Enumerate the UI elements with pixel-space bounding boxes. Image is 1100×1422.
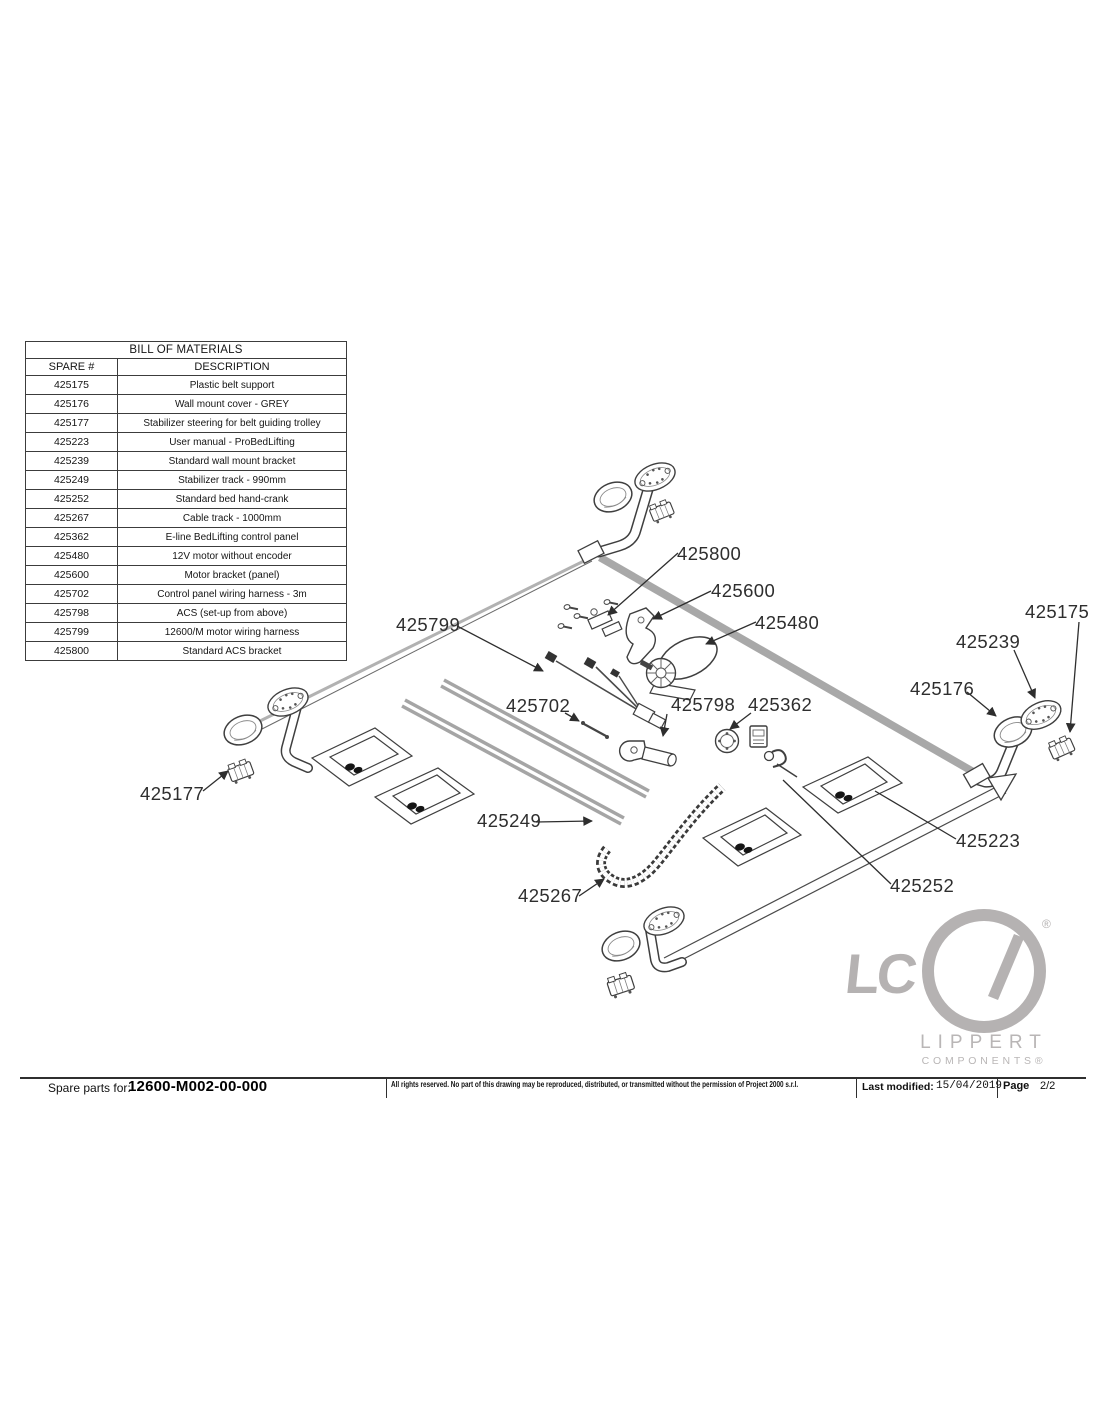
lci-monogram-slash: [988, 934, 1024, 1000]
last-modified-date: 15/04/2019: [936, 1080, 1003, 1092]
spare-number: 425223: [26, 433, 118, 452]
motor-bracket: [626, 608, 655, 664]
part-label-425239: 425239: [956, 631, 1021, 652]
user-manual-panel: [312, 728, 412, 786]
part-label-425702: 425702: [506, 695, 571, 716]
description: Standard bed hand-crank: [118, 490, 347, 509]
spare-number: 425799: [26, 623, 118, 642]
bom-header-spare: SPARE #: [26, 359, 118, 376]
part-number: 12600-M002-00-000: [128, 1078, 268, 1095]
components-wordmark: COMPONENTS®: [921, 1055, 1047, 1067]
description: Standard wall mount bracket: [118, 452, 347, 471]
spare-number: 425249: [26, 471, 118, 490]
bom-title: BILL OF MATERIALS: [26, 342, 347, 359]
part-label-425480: 425480: [755, 612, 820, 633]
part-labels: [140, 543, 1089, 906]
rights-notice: [391, 1080, 853, 1089]
description: ACS (set-up from above): [118, 604, 347, 623]
spare-number: 425600: [26, 566, 118, 585]
spare-number: 425176: [26, 395, 118, 414]
part-label-425600: 425600: [711, 580, 776, 601]
description: Stabilizer steering for belt guiding trolley: [118, 414, 347, 433]
leader-425177: [203, 771, 228, 791]
leader-425362: [730, 713, 751, 729]
spare-number: 425239: [26, 452, 118, 471]
description: User manual - ProBedLifting: [118, 433, 347, 452]
spare-number: 425177: [26, 414, 118, 433]
hand-crank: [765, 750, 798, 777]
spare-number: 425800: [26, 642, 118, 661]
description: E-line BedLifting control panel: [118, 528, 347, 547]
description: Control panel wiring harness - 3m: [118, 585, 347, 604]
description: 12V motor without encoder: [118, 547, 347, 566]
stabilizer-steering-clip: [226, 758, 255, 785]
registered-mark: ®: [1042, 917, 1051, 931]
part-label-425800: 425800: [677, 543, 742, 564]
spare-number: 425175: [26, 376, 118, 395]
leader-lines: [203, 553, 1079, 896]
description: 12600/M motor wiring harness: [118, 623, 347, 642]
part-label-425267: 425267: [518, 885, 583, 906]
lci-logo: [842, 915, 1051, 1067]
leader-425239: [1014, 650, 1035, 698]
leader-425175: [1070, 622, 1079, 732]
leader-425223: [875, 791, 956, 839]
description: Wall mount cover - GREY: [118, 395, 347, 414]
leader-425249: [536, 821, 592, 822]
part-label-425798: 425798: [671, 694, 736, 715]
leader-425799: [457, 626, 543, 671]
acs-unit: [620, 741, 678, 767]
description: Plastic belt support: [118, 376, 347, 395]
spare-number: 425252: [26, 490, 118, 509]
footer-divider: [856, 1077, 857, 1098]
lci-logo-ring: [928, 915, 1040, 1027]
description: Motor bracket (panel): [118, 566, 347, 585]
user-manual-panel: [375, 768, 474, 824]
description: Stabilizer track - 990mm: [118, 471, 347, 490]
description: Cable track - 1000mm: [118, 509, 347, 528]
page-value: 2/2: [1040, 1080, 1056, 1092]
part-label-425362: 425362: [748, 694, 813, 715]
spare-number: 425480: [26, 547, 118, 566]
leader-425267: [579, 879, 604, 896]
left-wall-mount-assembly: [220, 683, 312, 768]
lci-monogram: LC: [842, 942, 918, 1005]
control-panel: [716, 726, 768, 753]
description: Standard ACS bracket: [118, 642, 347, 661]
bottom-wall-mount-assembly: [598, 902, 688, 1000]
last-modified-label: Last modified:: [862, 1081, 934, 1093]
user-manual-panel: [703, 808, 801, 866]
part-label-425799: 425799: [396, 614, 461, 635]
cable-track-chain: [601, 787, 722, 883]
footer-divider: [386, 1077, 387, 1098]
page-label: Page: [1003, 1080, 1030, 1092]
leader-425798: [663, 714, 667, 736]
part-label-425176: 425176: [910, 678, 975, 699]
spare-number: 425798: [26, 604, 118, 623]
spare-number: 425267: [26, 509, 118, 528]
spare-number: 425702: [26, 585, 118, 604]
control-panel-cable: [581, 721, 609, 739]
user-manual-panel: [803, 757, 902, 813]
bom-header-description: DESCRIPTION: [118, 359, 347, 376]
spare-number: 425362: [26, 528, 118, 547]
spare-parts-for-label: Spare parts for:: [48, 1081, 131, 1095]
leader-425800: [608, 553, 678, 615]
part-label-425177: 425177: [140, 783, 205, 804]
rights-notice-text: All rights reserved. No part of this drawing may be reproduced, distributed, or transmitted without the permission of Project 2000 s.r.l.: [391, 1080, 799, 1089]
acs-bracket-parts: [588, 609, 622, 637]
part-label-425175: 425175: [1025, 601, 1090, 622]
lippert-wordmark: LIPPERT: [920, 1032, 1048, 1053]
right-wall-mount-assembly: [963, 695, 1076, 800]
top-wall-mount-assembly: [578, 458, 679, 564]
part-label-425249: 425249: [477, 810, 542, 831]
part-label-425223: 425223: [956, 830, 1021, 851]
part-label-425252: 425252: [890, 875, 955, 896]
